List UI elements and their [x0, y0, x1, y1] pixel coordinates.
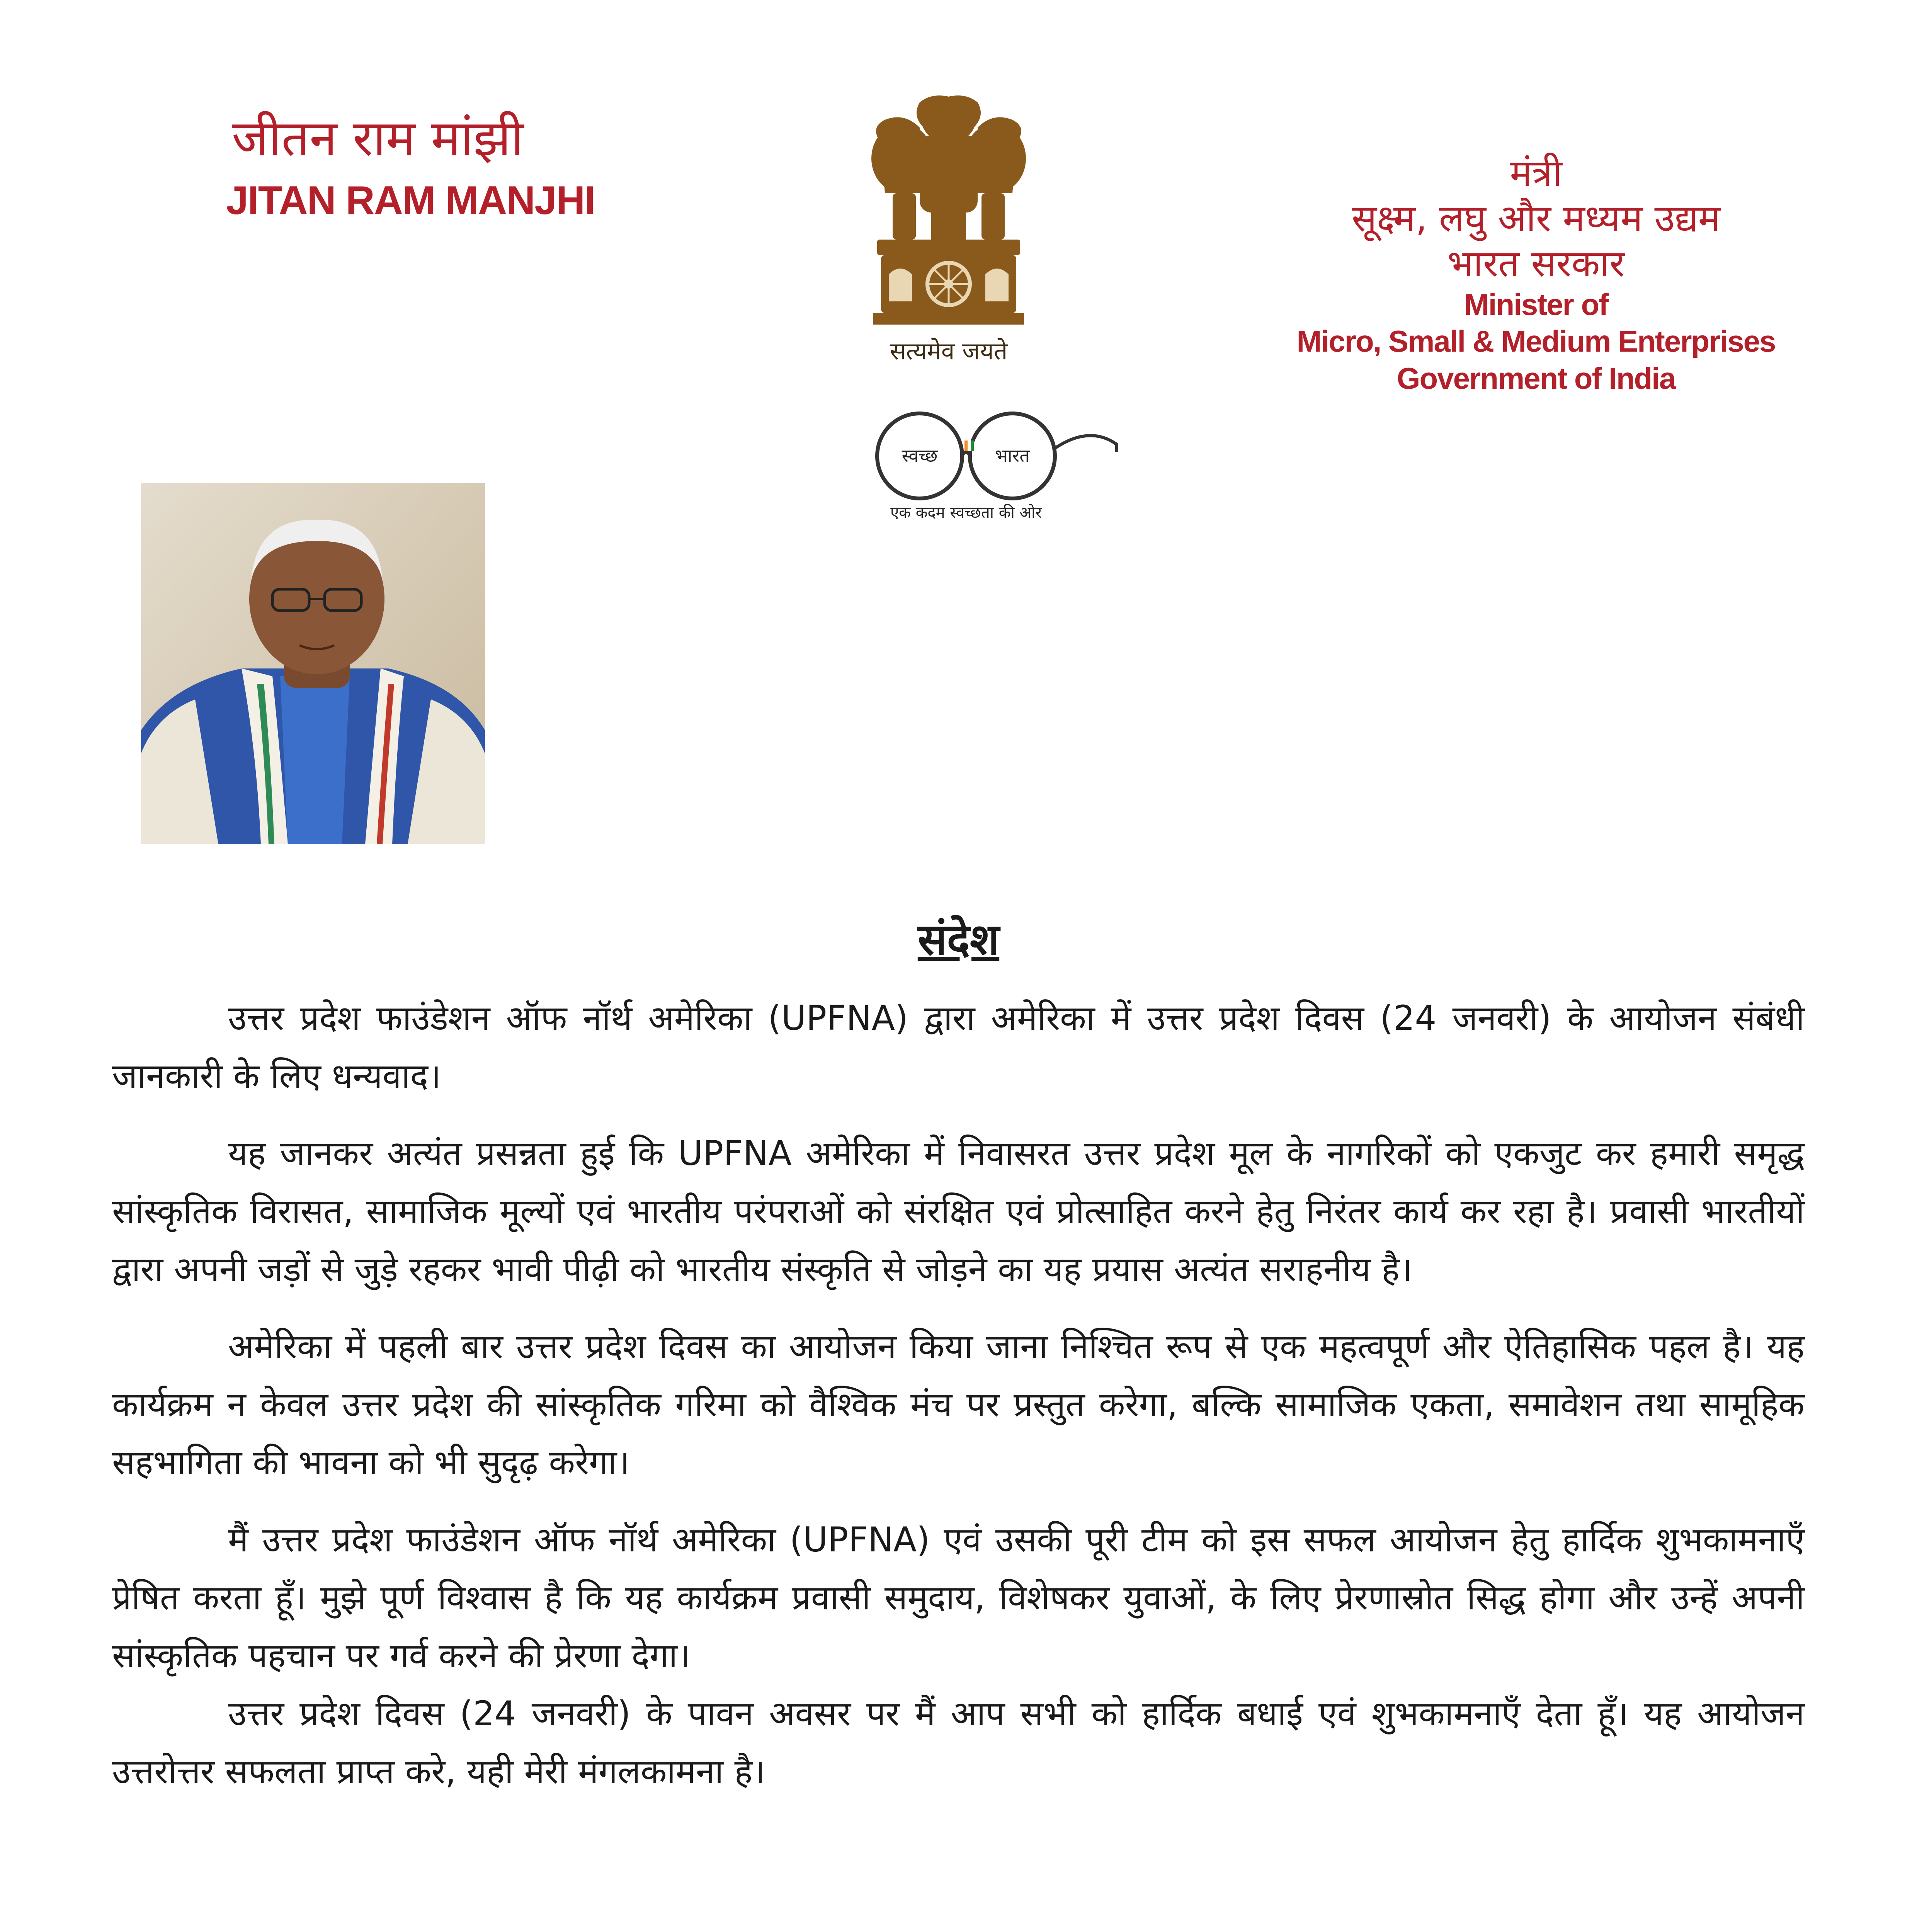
emblem-motto: सत्यमेव जयते: [890, 337, 1008, 365]
minister-name-english: JITAN RAM MANJHI: [226, 178, 595, 223]
paragraph-3: अमेरिका में पहली बार उत्तर प्रदेश दिवस का आयोजन किया जाना निश्चित रूप से एक महत्वपूर्ण और ऐतिहासिक पहल है। यह कार्यक्रम न केवल उत्तर प्रदेश की सांस्कृतिक गरिमा को वैश्विक मंच पर प्रस्तुत करेगा, बल्कि सामाजिक एकता, समावेशन तथा सामूहिक सहभागिता की भावना को भी सुदृढ़ करेगा।: [112, 1327, 1805, 1482]
designation-hindi-line-2: सूक्ष्म, लघु और मध्यम उद्यम: [1352, 197, 1720, 240]
minister-photo: [141, 483, 485, 844]
swachh-bharat-logo-icon: [850, 402, 1121, 529]
bharat-text: भारत: [995, 445, 1030, 466]
designation-english-line-3: Government of India: [1397, 361, 1675, 395]
swachh-text: स्वच्छ: [902, 445, 938, 466]
national-emblem-icon: [866, 93, 1032, 375]
paragraph-5: उत्तर प्रदेश दिवस (24 जनवरी) के पावन अवसर पर मैं आप सभी को हार्दिक बधाई एवं शुभकामनाएँ देता हूँ। यह आयोजन उत्तरोत्तर सफलता प्राप्त करे, यही मेरी मंगलकामना है।: [112, 1694, 1805, 1791]
paragraph-1: उत्तर प्रदेश फाउंडेशन ऑफ नॉर्थ अमेरिका (UPFNA) द्वारा अमेरिका में उत्तर प्रदेश दिवस (24 जनवरी) के आयोजन संबंधी जानकारी के लिए धन्यवाद।: [112, 998, 1805, 1096]
swachh-tagline: एक कदम स्वच्छता की ओर: [890, 504, 1042, 522]
designation-block: [1275, 151, 1797, 397]
designation-hindi-line-1: मंत्री: [1510, 151, 1562, 195]
message-body: [112, 989, 1805, 1820]
paragraph-2: यह जानकर अत्यंत प्रसन्नता हुई कि UPFNA अमेरिका में निवासरत उत्तर प्रदेश मूल के नागरिकों को एकजुट कर हमारी समृद्ध सांस्कृतिक विरासत, सामाजिक मूल्यों एवं भारतीय परंपराओं को संरक्षित एवं प्रोत्साहित करने हेतु निरंतर कार्य कर रहा है। प्रवासी भारतीयों द्वारा अपनी जड़ों से जुड़े रहकर भावी पीढ़ी को भारतीय संस्कृति से जोड़ने का यह प्रयास अत्यंत सराहनीय है।: [112, 1133, 1805, 1289]
message-heading: संदेश: [917, 915, 1000, 965]
paragraph-4: मैं उत्तर प्रदेश फाउंडेशन ऑफ नॉर्थ अमेरिका (UPFNA) एवं उसकी पूरी टीम को इस सफल आयोजन हेतु हार्दिक शुभकामनाएँ प्रेषित करता हूँ। मुझे पूर्ण विश्वास है कि यह कार्यक्रम प्रवासी समुदाय, विशेषकर युवाओं, के लिए प्रेरणास्रोत सिद्ध होगा और उन्हें अपनी सांस्कृतिक पहचान पर गर्व करने की प्रेरणा देगा।: [112, 1520, 1805, 1675]
minister-name-hindi: जीतन राम मांझी: [232, 110, 524, 167]
designation-english-line-1: Minister of: [1464, 287, 1608, 322]
designation-hindi-line-3: भारत सरकार: [1447, 242, 1625, 286]
designation-english-line-2: Micro, Small & Medium Enterprises: [1296, 324, 1776, 359]
